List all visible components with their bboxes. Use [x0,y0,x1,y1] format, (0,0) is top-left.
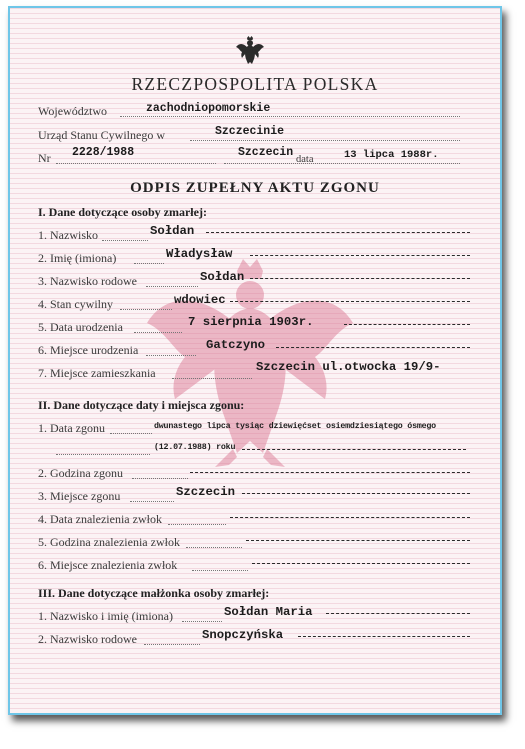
residence-dots [172,378,252,379]
residence-label: 7. Miejsce zamieszkania [38,366,156,380]
body-found-date-filler [230,517,470,518]
voivodeship-value: zachodniopomorskie [146,102,271,115]
body-found-place-filler [252,563,470,564]
spouse-family-name-filler [298,636,470,637]
document-page [8,6,502,715]
body-found-date-dots [168,524,226,525]
voivodeship-label: Województwo [38,104,108,118]
surname-value: Sołdan [150,224,195,238]
death-date-dots [110,433,152,434]
eagle-emblem-icon [236,36,264,66]
office-value: Szczecinie [215,125,285,138]
marital-status-label: 4. Stan cywilny [38,297,113,311]
birth-place-label: 6. Miejsce urodzenia [38,343,139,357]
death-date-words: dwunastego lipca tysiąc dziewięćset osiemdziesiątego ósmego [154,422,436,431]
surname-filler [206,232,470,233]
number-label: Nr [38,151,51,165]
death-time-label: 2. Godzina zgonu [38,466,123,480]
birth-date-dots [134,332,182,333]
body-found-time-label: 5. Godzina znalezienia zwłok [38,535,180,549]
document-title: ODPIS ZUPEŁNY AKTU ZGONU [130,180,380,196]
spouse-name-dots [182,621,222,622]
birth-date-filler [344,324,470,325]
surname-dots [102,240,148,241]
marital-status-value: wdowiec [174,293,226,307]
first-name-label: 2. Imię (imiona) [38,251,117,265]
date-value: 13 lipca 1988r. [344,149,439,161]
birth-place-filler [276,347,470,348]
place-date-line [224,163,460,164]
death-place-label: 3. Miejsce zgonu [38,489,121,503]
body-found-date-label: 4. Data znalezienia zwłok [38,512,162,526]
body-found-time-filler [246,540,470,541]
death-time-filler [190,472,470,473]
spouse-name-value: Sołdan Maria [224,605,313,619]
birth-date-label: 5. Data urodzenia [38,320,123,334]
birth-place-value: Gatczyno [206,338,266,352]
death-date-dots-2 [56,454,150,455]
office-line [190,140,460,141]
family-name-filler [250,278,470,279]
death-date-filler [242,449,466,450]
body-found-place-dots [192,570,248,571]
family-name-value: Sołdan [200,270,245,284]
residence-value: Szczecin ul.otwocka 19/9- [256,360,441,374]
date-label: data [296,154,314,165]
family-name-dots [146,286,198,287]
section1-title: I. Dane dotyczące osoby zmarłej: [38,205,207,219]
country-title: RZECZPOSPOLITA POLSKA [131,74,379,94]
number-value: 2228/1988 [72,146,135,159]
birth-date-value: 7 sierpnia 1903r. [188,315,314,329]
family-name-label: 3. Nazwisko rodowe [38,274,137,288]
section2-title: II. Dane dotyczące daty i miejsca zgonu: [38,398,245,412]
surname-label: 1. Nazwisko [38,228,98,242]
number-line [56,163,216,164]
death-date-label: 1. Data zgonu [38,421,105,435]
voivodeship-line [120,116,460,117]
body-found-time-dots [186,547,242,548]
first-name-value: Władysław [166,247,233,261]
spouse-family-name-label: 2. Nazwisko rodowe [38,632,137,646]
place-value: Szczecin [238,146,294,159]
marital-status-dots [120,309,172,310]
death-date-numeric: (12.07.1988) roku [154,443,236,452]
first-name-dots [134,263,164,264]
first-name-filler [250,255,470,256]
spouse-family-name-dots [144,644,200,645]
death-place-filler [242,493,470,494]
office-label: Urząd Stanu Cywilnego w [38,128,165,142]
death-time-dots [132,478,188,479]
body-found-place-label: 6. Miejsce znalezienia zwłok [38,558,178,572]
section3-title: III. Dane dotyczące małżonka osoby zmarłej: [38,586,270,600]
spouse-name-label: 1. Nazwisko i imię (imiona) [38,609,173,623]
spouse-family-name-value: Snopczyńska [202,628,284,642]
birth-place-dots [146,355,196,356]
death-place-value: Szczecin [176,485,236,499]
marital-status-filler [230,301,470,302]
spouse-name-filler [326,613,470,614]
death-place-dots [130,501,174,502]
